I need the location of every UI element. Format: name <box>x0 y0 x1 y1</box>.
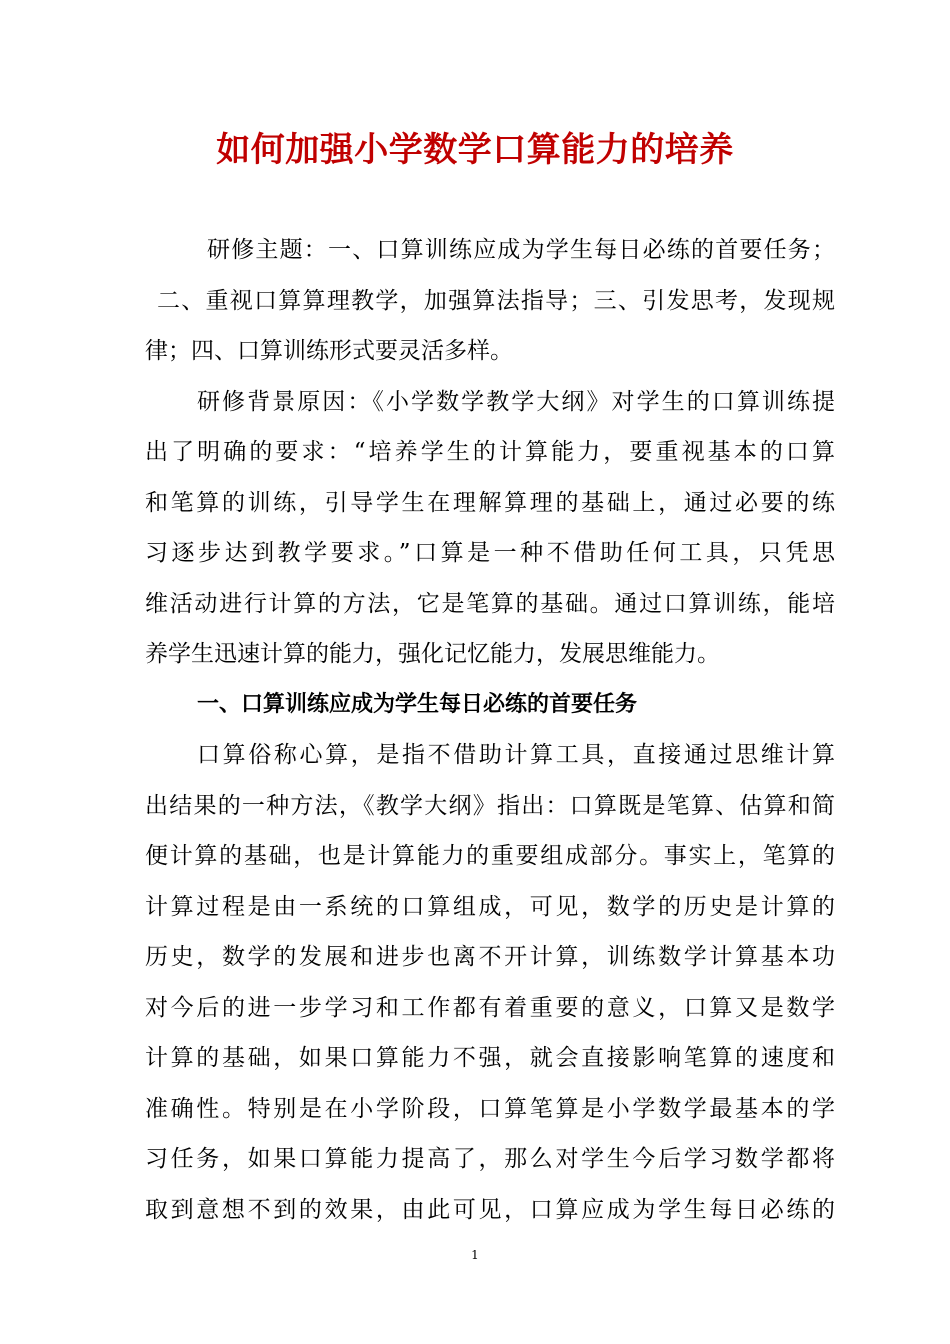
document-title: 如何加强小学数学口算能力的培养 <box>216 130 734 170</box>
section-1-line-1: 口算俗称心算，是指不借助计算工具，直接通过思维计算 <box>197 742 835 768</box>
section-1-line-9: 习任务，如果口算能力提高了，那么对学生今后学习数学都将 <box>145 1146 835 1172</box>
section-1-line-3: 便计算的基础，也是计算能力的重要组成部分。事实上，笔算的 <box>145 843 835 869</box>
section-1-line-5: 历史，数学的发展和进步也离不开计算，训练数学计算基本功 <box>145 944 835 970</box>
section-1-line-6: 对今后的进一步学习和工作都有着重要的意义，口算又是数学 <box>145 994 835 1021</box>
background-line-6: 养学生迅速计算的能力，强化记忆能力，发展思维能力。 <box>145 641 720 667</box>
research-topic-line-2: 二、重视口算算理教学，加强算法指导；三、引发思考，发现规 <box>157 287 835 314</box>
research-topic-line-1: 研修主题：一、口算训练应成为学生每日必练的首要任务； <box>207 237 835 263</box>
document-body <box>145 225 835 1235</box>
section-heading-1: 一、口算训练应成为学生每日必练的首要任务 <box>197 691 638 717</box>
background-line-4: 习逐步达到教学要求。”口算是一种不借助任何工具，只凭思 <box>145 540 835 566</box>
section-1-line-10: 取到意想不到的效果，由此可见，口算应成为学生每日必练的 <box>145 1196 835 1223</box>
background-line-2: 出了明确的要求：“培养学生的计算能力，要重视基本的口算 <box>145 439 835 465</box>
page-number: 1 <box>471 1248 479 1262</box>
section-1-line-2: 出结果的一种方法，《教学大纲》指出：口算既是笔算、估算和简 <box>145 792 835 819</box>
section-1-line-8: 准确性。特别是在小学阶段，口算笔算是小学数学最基本的学 <box>145 1095 835 1122</box>
section-1-line-7: 计算的基础，如果口算能力不强，就会直接影响笔算的速度和 <box>145 1045 835 1071</box>
background-line-1: 研修背景原因：《小学数学教学大纲》对学生的口算训练提 <box>197 388 835 415</box>
section-1-line-4: 计算过程是由一系统的口算组成，可见，数学的历史是计算的 <box>145 893 835 920</box>
research-topic-line-3: 律；四、口算训练形式要灵活多样。 <box>145 338 513 364</box>
background-line-3: 和笔算的训练，引导学生在理解算理的基础上，通过必要的练 <box>145 489 835 516</box>
background-line-5: 维活动进行计算的方法，它是笔算的基础。通过口算训练，能培 <box>145 590 835 617</box>
